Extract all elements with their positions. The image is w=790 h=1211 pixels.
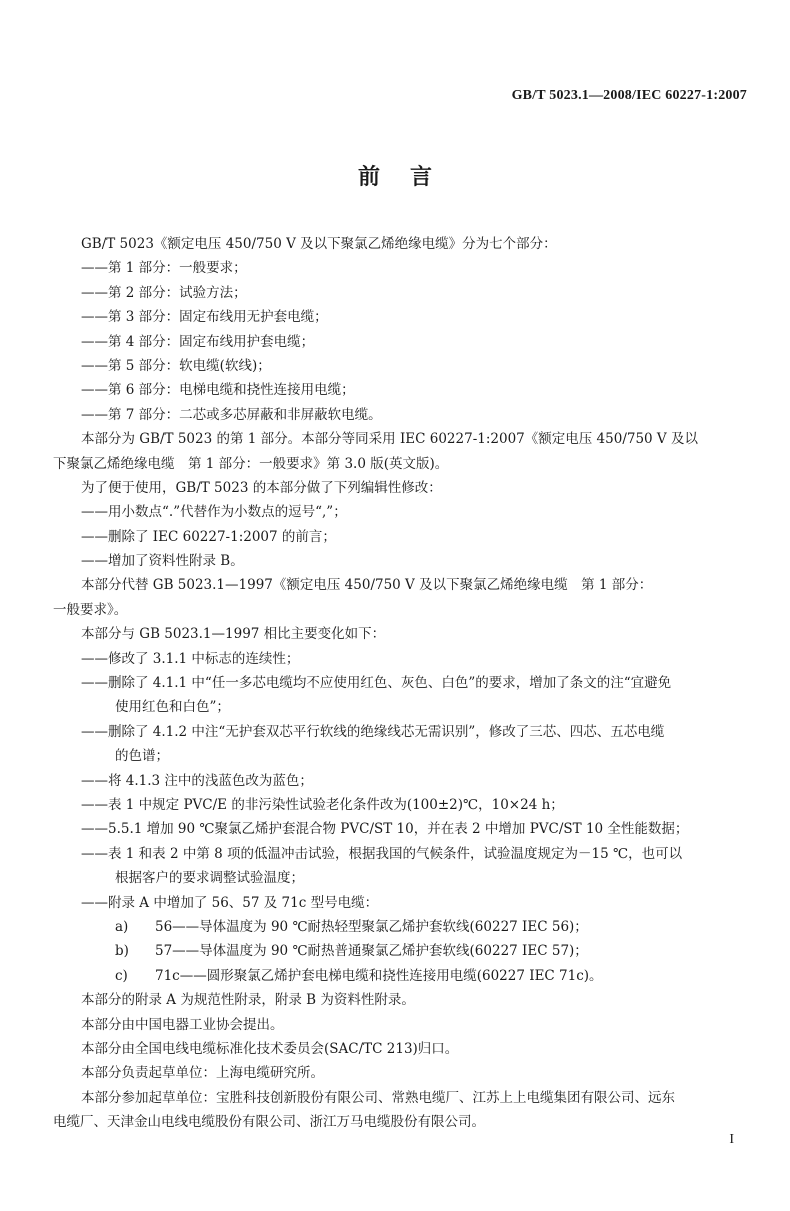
text-line: ——第 3 部分：固定布线用无护套电缆； [81, 309, 328, 326]
text-line: 为了便于使用，GB/T 5023 的本部分做了下列编辑性修改： [81, 479, 442, 496]
text-line: ——第 4 部分：固定布线用护套电缆； [81, 333, 315, 350]
list-text: 56——导体温度为 90 ℃耐热轻型聚氯乙烯护套软线(60227 IEC 56)； [155, 918, 588, 935]
list-item [53, 915, 757, 939]
text-line: ——第 1 部分：一般要求； [81, 260, 247, 277]
list-label: b) [115, 943, 129, 960]
text-line: ——将 4.1.3 注中的浅蓝色改为蓝色； [81, 772, 313, 789]
text-line: 本部分参加起草单位：宝胜科技创新股份有限公司、常熟电缆厂、江苏上上电缆集团有限公司、远东 [81, 1089, 675, 1106]
text-line: 本部分的附录 A 为规范性附录，附录 B 为资料性附录。 [81, 992, 415, 1009]
text-line: 本部分负责起草单位：上海电缆研究所。 [81, 1065, 324, 1082]
text-line: 下聚氯乙烯绝缘电缆 第 1 部分：一般要求》第 3.0 版(英文版)。 [53, 455, 449, 472]
text-line: ——删除了 4.1.2 中注“无护套双芯平行软线的绝缘线芯无需识别”，修改了三芯、四芯、五芯电缆 [81, 723, 665, 740]
standard-code-header: GB/T 5023.1—2008/IEC 60227-1:2007 [511, 88, 747, 103]
text-line: ——增加了资料性附录 B。 [81, 553, 244, 570]
list-item [53, 939, 757, 963]
text-line: ——删除了 4.1.1 中“任一多芯电缆均不应使用红色、灰色、白色”的要求，增加了条文的注“宜避免 [81, 675, 672, 692]
text-line: 本部分代替 GB 5023.1—1997《额定电压 450/750 V 及以下聚氯乙烯绝缘电缆 第 1 部分： [81, 577, 653, 594]
text-line: ——删除了 IEC 60227-1:2007 的前言； [81, 528, 336, 545]
foreword-body [53, 232, 757, 1134]
text-line: 本部分由中国电器工业协会提出。 [81, 1016, 284, 1033]
text-line: ——5.5.1 增加 90 ℃聚氯乙烯护套混合物 PVC/ST 10，并在表 2 中增加 PVC/ST 10 全性能数据； [81, 821, 689, 838]
text-line: ——用小数点“.”代替作为小数点的逗号“,”； [81, 504, 347, 521]
text-line: ——第 5 部分：软电缆(软线)； [81, 357, 271, 374]
text-line: ——表 1 和表 2 中第 8 项的低温冲击试验，根据我国的气候条件，试验温度规定为－15 ℃，也可以 [81, 845, 683, 862]
text-line: 电缆厂、天津金山电线电缆股份有限公司、浙江万马电缆股份有限公司。 [53, 1114, 485, 1131]
list-text: 57——导体温度为 90 ℃耐热普通聚氯乙烯护套软线(60227 IEC 57)； [155, 943, 588, 960]
page-title: 前言 [357, 165, 462, 190]
text-line: 本部分由全国电线电缆标准化技术委员会(SAC/TC 213)归口。 [81, 1040, 459, 1057]
list-label: c) [115, 967, 128, 984]
text-line: 的色谱； [115, 748, 169, 765]
list-label: a) [115, 918, 129, 935]
text-line: 本部分为 GB/T 5023 的第 1 部分。本部分等同采用 IEC 60227-1:2007《额定电压 450/750 V 及以 [81, 431, 698, 448]
text-line: 根据客户的要求调整试验温度； [115, 870, 304, 887]
text-line: ——表 1 中规定 PVC/E 的非污染性试验老化条件改为(100±2)℃，10×24 h； [81, 796, 564, 813]
text-line: 一般要求》。 [53, 601, 128, 618]
page-number: I [729, 1132, 734, 1147]
list-text: 71c——圆形聚氯乙烯护套电梯电缆和挠性连接用电缆(60227 IEC 71c)。 [155, 967, 603, 984]
text-line: GB/T 5023《额定电压 450/750 V 及以下聚氯乙烯绝缘电缆》分为七个部分： [81, 236, 557, 252]
text-line: ——第 7 部分：二芯或多芯屏蔽和非屏蔽软电缆。 [81, 406, 382, 423]
text-line: 本部分与 GB 5023.1—1997 相比主要变化如下： [81, 626, 386, 643]
text-line: ——附录 A 中增加了 56、57 及 71c 型号电缆： [81, 894, 379, 911]
text-line: ——第 6 部分：电梯电缆和挠性连接用电缆； [81, 382, 355, 399]
text-line: ——第 2 部分：试验方法； [81, 284, 247, 301]
list-item [53, 964, 757, 988]
text-line: 使用红色和白色”； [115, 699, 230, 716]
text-line: ——修改了 3.1.1 中标志的连续性； [81, 650, 300, 667]
